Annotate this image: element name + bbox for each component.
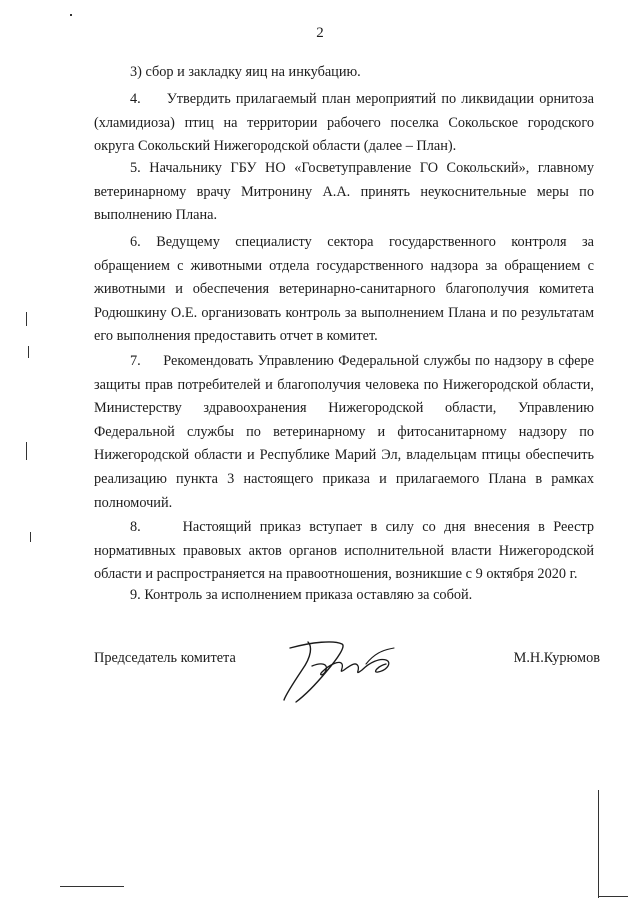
paragraph-item-8 [94,516,594,587]
scan-artifact [598,790,599,898]
paragraph-item-7 [94,350,594,515]
scan-artifact [28,346,29,358]
paragraph-text: Настоящий приказ вступает в силу со дня внесения в Реестр нормативных правовых актов органов исполнительной власти Нижегородской области и распространяется на правоотношения, возникшие с 9 октября 2020 г. [94,519,595,583]
list-item-3-subitem [94,61,594,85]
paragraph-item-4 [94,88,594,159]
item-number: 8. [130,519,141,535]
paragraph-text: Контроль за исполнением приказа оставляю за собой. [144,587,473,603]
item-number: 4. [130,91,141,107]
signatory-name: М.Н.Курюмов [513,650,600,666]
page-number: 2 [316,25,324,41]
paragraph-text: Рекомендовать Управлению Федеральной службы по надзору в сфере защиты прав потребителей и благополучия человека по Нижегородской области, Министерству здравоохранения Нижегородской области, Управлению Федеральной службы по ветеринарному и фитосанитарному надзору по Нижегородской области и Республике Марий Эл, владельцам птицы обеспечить реализацию пункта 3 настоящего приказа и прилагаемого Плана в рамках полномочий. [94,353,594,511]
scan-artifact [598,896,628,897]
paragraph-text: Ведущему специалисту сектора государственного контроля за обращением с животными отдела государственного надзора за обращением с животными и обеспечения ветеринарно-санитарного благополучия комитета Родюшкину О.Е. организовать контроль за выполнением Плана и по результатам его выполнения предоставить отчет в комитет. [94,234,594,345]
handwritten-signature [282,636,412,706]
paragraph-text: 3) сбор и закладку яиц на инкубацию. [130,64,361,80]
paragraph-item-6 [94,231,594,349]
paragraph-item-5 [94,157,594,228]
paragraph-text: Начальнику ГБУ НО «Госветуправление ГО Сокольский», главному ветеринарному врачу Митронину А.А. принять неукоснительные меры по выполнению Плана. [94,160,594,224]
scan-artifact [26,312,27,326]
signature-block [94,650,614,710]
scan-artifact [60,886,124,887]
item-number: 9. [130,587,141,603]
paragraph-text: Утвердить прилагаемый план мероприятий по ликвидации орнитоза (хламидиоза) птиц на территории рабочего поселка Сокольское городского округа Сокольский Нижегородской области (далее – План). [94,91,594,155]
signatory-title: Председатель комитета [94,650,236,666]
item-number: 7. [130,353,141,369]
scan-artifact [70,14,72,16]
scan-artifact [30,532,31,542]
paragraph-item-9 [94,584,594,608]
item-number: 5. [130,160,141,176]
scan-artifact [26,442,27,460]
item-number: 6. [130,234,141,250]
